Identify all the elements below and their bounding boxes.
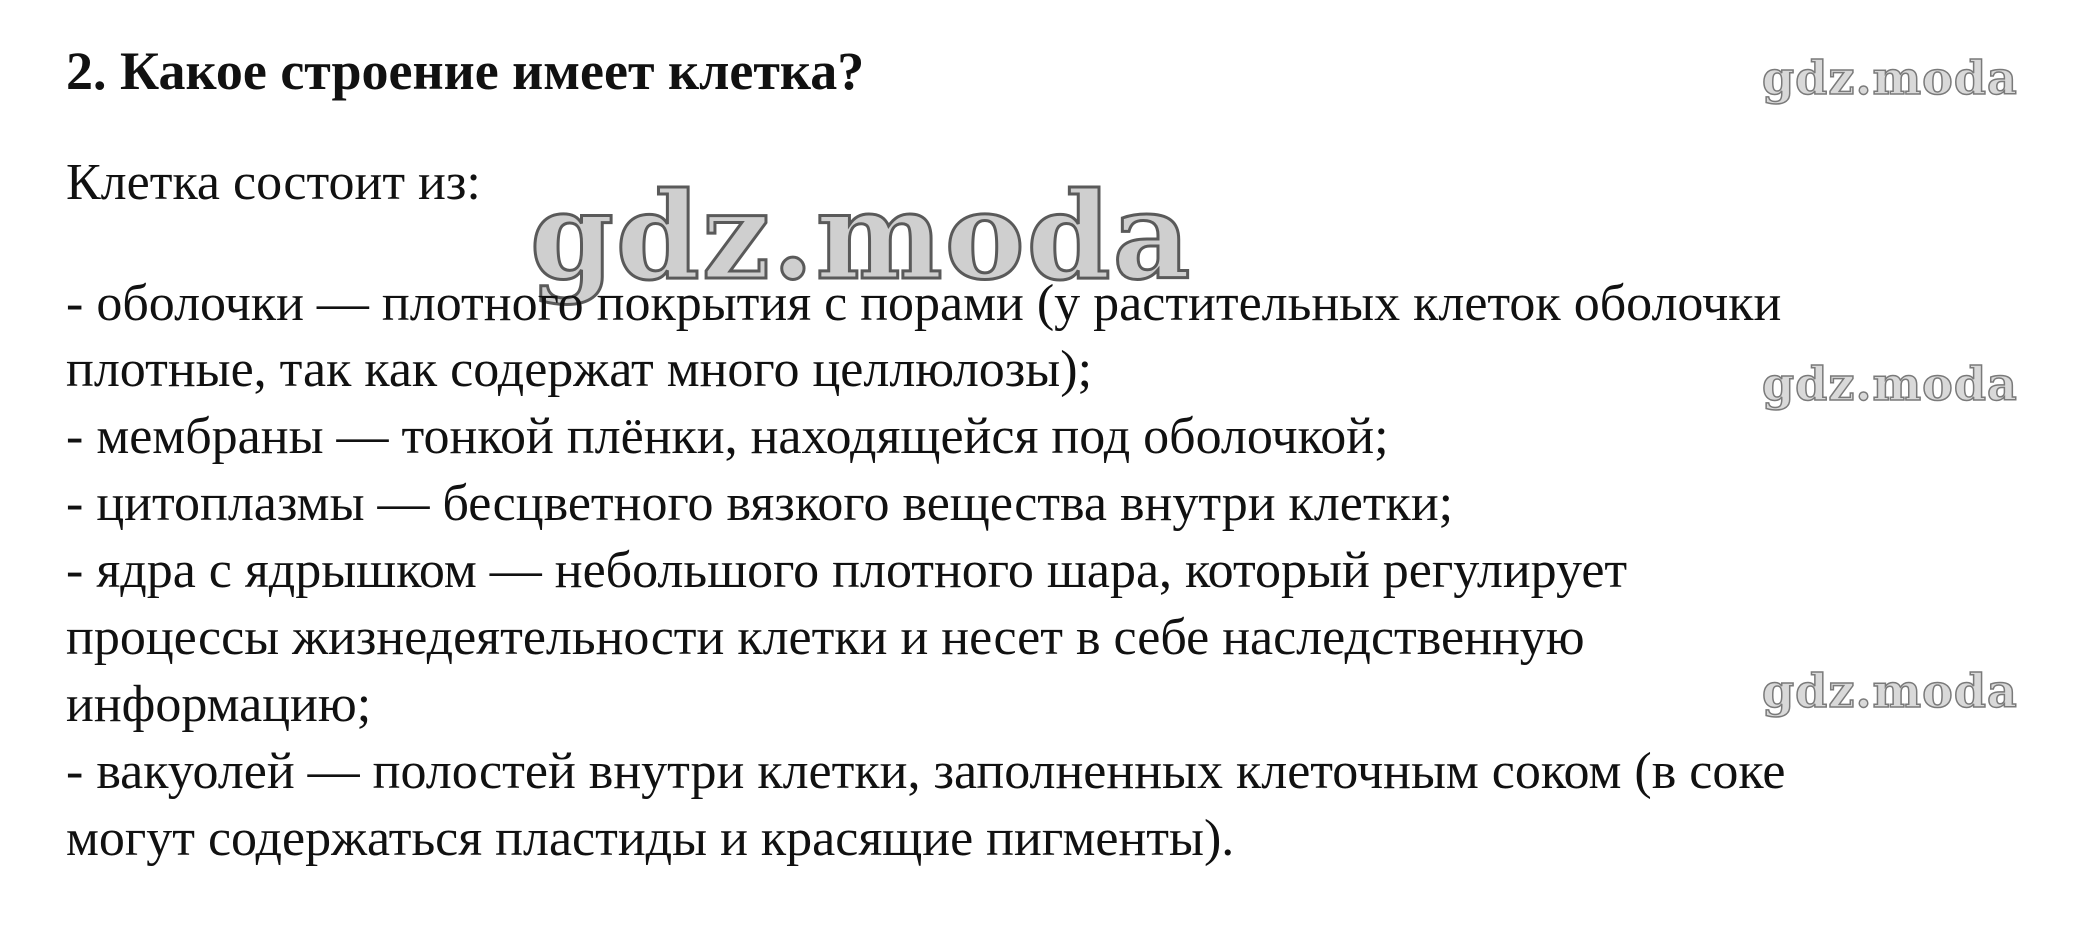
answer-line: информацию;	[66, 676, 372, 733]
answer-line: - оболочки — плотного покрытия с порами (у растительных клеток оболочки	[66, 275, 1782, 332]
answer-line: - цитоплазмы — бесцветного вязкого вещества внутри клетки;	[66, 475, 1454, 532]
answer-line: процессы жизнедеятельности клетки и несет в себе наследственную	[66, 609, 1585, 666]
answer-line: - мембраны — тонкой плёнки, находящейся под оболочкой;	[66, 408, 1389, 465]
answer-line: могут содержаться пластиды и красящие пигменты).	[66, 810, 1235, 867]
watermark-logo: gdz.moda	[1762, 664, 2018, 718]
answer-line: плотные, так как содержат много целлюлозы);	[66, 341, 1093, 398]
answer-line: - ядра с ядрышком — небольшого плотного шара, который регулирует	[66, 542, 1628, 599]
watermark-logo: gdz.moda	[1762, 357, 2018, 411]
watermark-logo: gdz.moda	[1762, 51, 2018, 105]
watermark-logo-large: gdz.moda	[530, 166, 1193, 307]
answer-line: - вакуолей — полостей внутри клетки, заполненных клеточным соком (в соке	[66, 743, 1786, 800]
question-heading: 2. Какое строение имеет клетка?	[66, 41, 865, 101]
intro-text: Клетка состоит из:	[66, 154, 481, 211]
